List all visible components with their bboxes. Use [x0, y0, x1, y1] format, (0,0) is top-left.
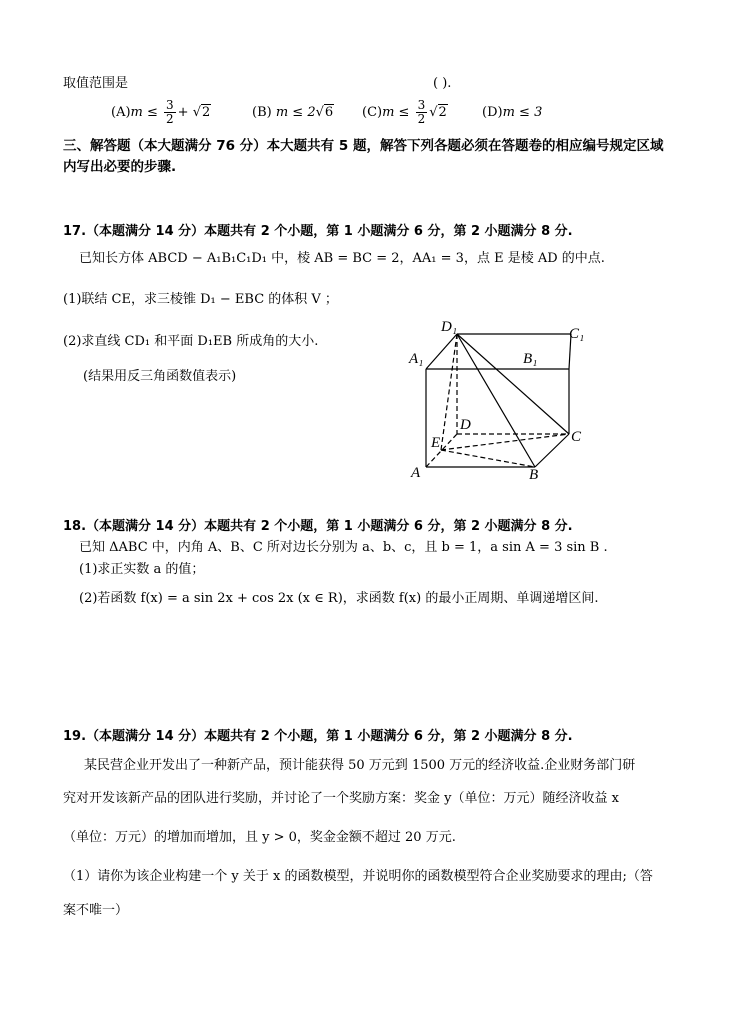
segment-d1-e-hidden — [441, 334, 457, 450]
q17-cuboid-figure — [395, 312, 595, 482]
q17-part1: (1)联结 CE，求三棱锥 D₁ − EBC 的体积 V ； — [63, 292, 338, 307]
q18-part2: (2)若函数 f(x) = a sin 2x + cos 2x (x ∈ R)，求函数 f(x) 的最小正周期、单调递增区间. — [79, 591, 599, 606]
q18-header: 18.（本题满分 14 分）本题共有 2 个小题，第 1 小题满分 6 分，第 2 小题满分 8 分. — [63, 519, 573, 534]
label-d: D — [460, 417, 471, 433]
q18-stem: 已知 ΔABC 中，内角 A、B、C 所对边长分别为 a、b、c，且 b = 1，a sin A = 3 sin B . — [79, 540, 608, 555]
segment-d1-c — [457, 334, 569, 434]
q16-prompt: 取值范围是 — [63, 76, 129, 91]
label-e: E — [431, 435, 441, 451]
label-c1: C₁ — [569, 326, 585, 342]
section3-heading-line2: 内写出必要的步骤. — [63, 159, 177, 175]
q19-part1-line2: 案不唯一） — [63, 903, 129, 918]
q16-option-c: (C)m ≤ $\frac{3}{2}$ √2 — [362, 98, 447, 126]
label-b1: B₁ — [523, 351, 538, 367]
q18-part1: (1)求正实数 a 的值； — [79, 562, 205, 577]
q19-stem-line2: 究对开发该新产品的团队进行奖励，并讨论了一个奖励方案：奖金 y（单位：万元）随经济收益 x — [63, 791, 619, 806]
segment-e-b-hidden — [441, 450, 535, 467]
q16-option-a: (A)m ≤ $\frac{3}{2}$ + √2 — [111, 98, 211, 126]
q19-part1-line1: （1）请你为该企业构建一个 y 关于 x 的函数模型，并说明你的函数模型符合企业奖励要求的理由;（答 — [63, 869, 653, 884]
label-b: B — [529, 467, 539, 482]
edge-a1-d1 — [426, 334, 457, 369]
label-d1: D₁ — [441, 319, 458, 335]
edge-c-b — [535, 434, 569, 467]
q16-option-d: (D)m ≤ 3 — [482, 105, 543, 120]
label-a: A — [411, 465, 421, 481]
q19-stem-line1: 某民营企业开发出了一种新产品，预计能获得 50 万元到 1500 万元的经济收益.企业财务部门研 — [84, 758, 636, 773]
label-c: C — [571, 429, 582, 445]
label-a1: A₁ — [409, 351, 424, 367]
segment-e-c-hidden — [441, 434, 569, 450]
q17-stem: 已知长方体 ABCD − A₁B₁C₁D₁ 中，棱 AB = BC = 2，AA₁ = 3，点 E 是棱 AD 的中点. — [79, 251, 605, 266]
q17-header: 17.（本题满分 14 分）本题共有 2 个小题，第 1 小题满分 6 分，第 2 小题满分 8 分. — [63, 224, 573, 239]
q19-header: 19.（本题满分 14 分）本题共有 2 个小题，第 1 小题满分 6 分，第 2 小题满分 8 分. — [63, 729, 573, 744]
section3-heading-line1: 三、解答题（本大题满分 76 分）本大题共有 5 题，解答下列各题必须在答题卷的相应编号规定区域 — [63, 138, 664, 154]
q17-part2: (2)求直线 CD₁ 和平面 D₁EB 所成角的大小. — [63, 334, 319, 349]
q19-stem-line3: （单位：万元）的增加而增加，且 y > 0，奖金金额不超过 20 万元. — [63, 830, 456, 845]
q17-note: (结果用反三角函数值表示) — [83, 369, 237, 384]
q16-option-b: (B) m ≤ 2√6 — [252, 105, 334, 120]
q16-answer-bracket: ( ). — [433, 76, 452, 91]
